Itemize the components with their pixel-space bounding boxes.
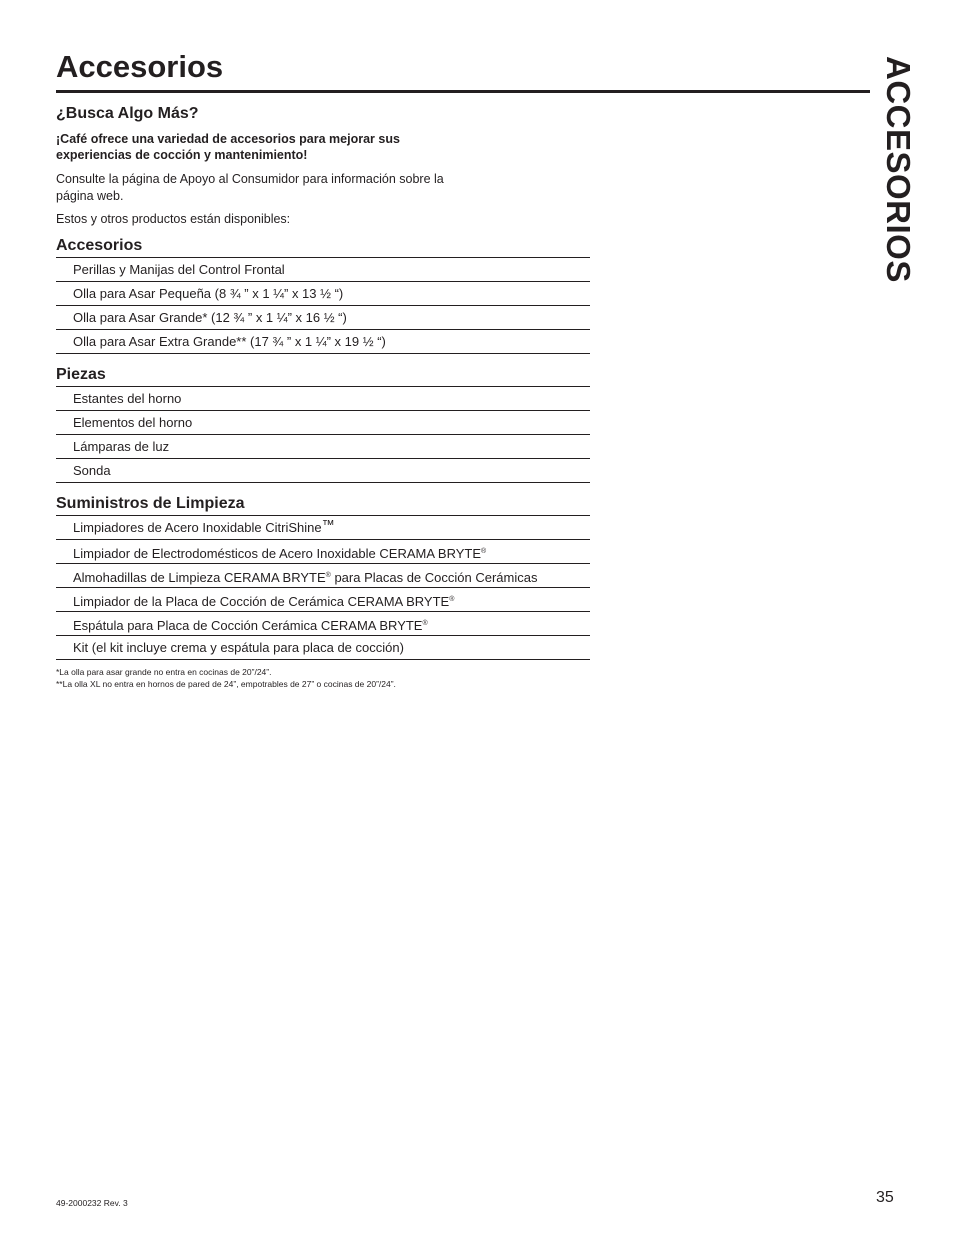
accesorios-item: Olla para Asar Extra Grande** (17 ¾ ” x 1 ¼” x 19 ½ “) [56,330,590,354]
piezas-section-title: Piezas [56,365,106,383]
suministros-item [56,636,590,660]
registered-mark: ® [325,571,331,579]
suministros-item [56,540,590,564]
suministros-item-text: Limpiadores de Acero Inoxidable CitriShine [73,519,322,535]
suministros-item [56,612,590,636]
title-rule [56,90,870,93]
page-number: 35 [876,1189,894,1206]
suministros-item [56,588,590,612]
page-title: Accesorios [56,49,224,84]
accesorios-list [56,257,590,354]
piezas-item: Elementos del horno [56,411,590,435]
accesorios-item: Olla para Asar Pequeña (8 ¾ ” x 1 ¼” x 13 ½ “) [56,282,590,306]
registered-mark: ® [481,547,487,555]
intro-heading: ¿Busca Algo Más? [56,105,199,122]
suministros-item-suffix: para Placas de Cocción Cerámicas [330,569,538,585]
piezas-list [56,386,590,483]
piezas-item: Lámparas de luz [56,435,590,459]
accesorios-item: Perillas y Manijas del Control Frontal [56,258,590,282]
side-tab-label: ACCESORIOS [880,56,917,283]
footnotes [56,666,590,690]
intro-bold-text: ¡Café ofrece una variedad de accesorios para mejorar sus experiencias de cocción y mantenimiento! [56,132,400,162]
suministros-item-text: Limpiador de Electrodomésticos de Acero Inoxidable CERAMA BRYTE [73,545,482,561]
suministros-section-title: Suministros de Limpieza [56,494,245,512]
trademark-mark: ™ [321,516,335,532]
suministros-item-text: Limpiador de la Placa de Cocción de Cerámica CERAMA BRYTE [73,593,450,609]
intro-paragraph-1: Consulte la página de Apoyo al Consumidor para información sobre la página web. [56,172,444,203]
suministros-list [56,515,590,660]
document-number: 49-2000232 Rev. 3 [56,1198,128,1208]
intro-paragraph-2: Estos y otros productos están disponibles: [56,212,291,226]
main-content [56,103,590,690]
piezas-item: Sonda [56,459,590,483]
accesorios-section-title: Accesorios [56,236,143,254]
suministros-item-text: Espátula para Placa de Cocción Cerámica CERAMA BRYTE [73,617,423,633]
registered-mark: ® [422,619,428,627]
footnote: **La olla XL no entra en hornos de pared de 24”, empotrables de 27” o cocinas de 20”/24”. [56,678,396,689]
suministros-item-text: Almohadillas de Limpieza CERAMA BRYTE [73,569,326,585]
accesorios-item: Olla para Asar Grande* (12 ¾ ” x 1 ¼” x 16 ½ “) [56,306,590,330]
suministros-item-text: Kit (el kit incluye crema y espátula para placa de cocción) [73,639,404,655]
suministros-item [56,516,590,540]
suministros-item [56,564,590,588]
piezas-item: Estantes del horno [56,387,590,411]
registered-mark: ® [449,595,455,603]
footnote: *La olla para asar grande no entra en cocinas de 20”/24”. [56,666,272,677]
